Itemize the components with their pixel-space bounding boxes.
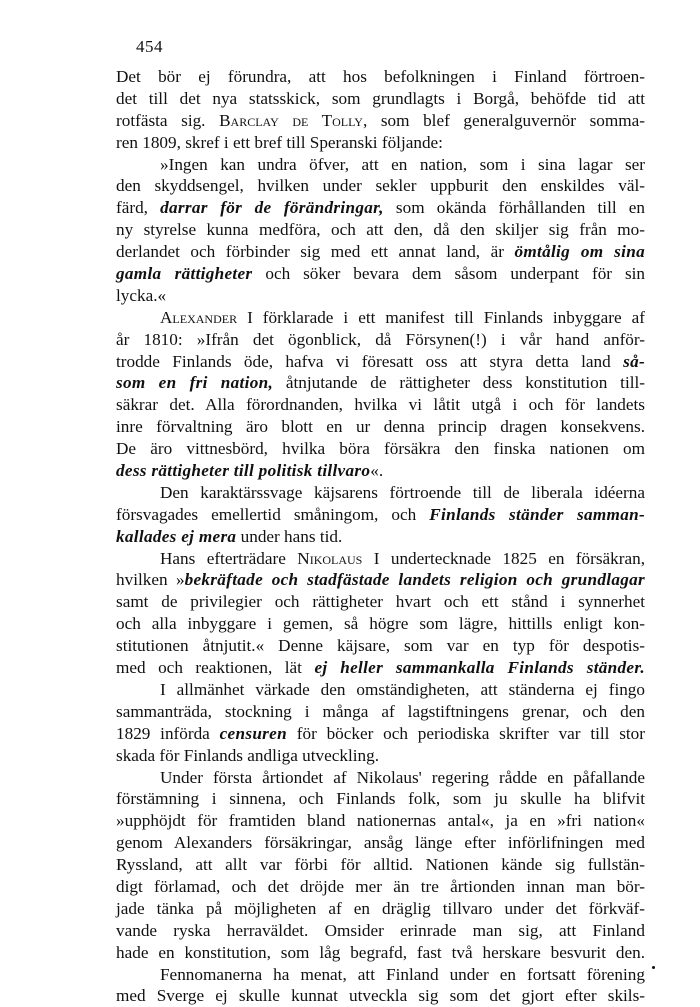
- text-run: De äro vittnesbörd, hvilka böra försäkra den finska nationen om: [116, 439, 645, 459]
- text-line: [116, 569, 645, 591]
- text-run: förstämning i sinnena, och Finlands folk, som ju skulle ha blifvit: [116, 789, 645, 809]
- text-line: [116, 526, 645, 548]
- emphasized-text: ej heller sammankalla Finlands ständer.: [314, 658, 645, 678]
- text-run: I allmänhet värkade den omständigheten, att ständerna ej fingo: [160, 679, 645, 699]
- emphasized-text: som en fri nation,: [116, 373, 274, 393]
- text-line: [116, 613, 645, 635]
- text-line: [116, 788, 645, 810]
- text-line: [116, 154, 645, 176]
- text-line: [116, 723, 645, 745]
- text-line: [116, 88, 645, 110]
- text-run: åtnjutande de rättigheter dess konstitution till-: [273, 373, 645, 393]
- text-line: [116, 876, 645, 898]
- text-run: samt de privilegier och rättigheter hvart och ett stånd i synnerhet: [116, 592, 645, 612]
- emphasized-text: kallades ej mera: [116, 526, 237, 546]
- text-line: [116, 175, 645, 197]
- text-run: vande ryska herraväldet. Omsider erinrade man sig, att Finland: [116, 920, 645, 940]
- text-line: [116, 548, 645, 570]
- text-run: genom Alexanders försäkringar, ansåg länge efter införlifningen med: [116, 833, 645, 853]
- text-run: den skyddsengel, hvilken under sekler uppburit den enskildes väl-: [116, 176, 645, 196]
- text-run: och söker bevara dem såsom underpant för sin: [252, 264, 645, 284]
- emphasized-text: så-: [623, 351, 645, 371]
- text-line: [116, 964, 645, 986]
- text-run: Under första årtiondet af Nikolaus' regering rådde en påfallande: [160, 767, 645, 787]
- text-line: [116, 482, 645, 504]
- text-line: [116, 394, 645, 416]
- text-line: [116, 810, 645, 832]
- text-line: [116, 745, 645, 767]
- text-run: försvagades emellertid småningom, och: [116, 504, 430, 524]
- text-line: [116, 263, 645, 285]
- text-line: [116, 416, 645, 438]
- text-run: under hans tid.: [236, 526, 343, 546]
- emphasized-text: bekräftade och stadfästade landets religion och grundlagar: [184, 570, 645, 590]
- text-line: [116, 241, 645, 263]
- text-run: digt förlamad, och det dröjde mer än tre årtionden innan man bör-: [116, 876, 645, 896]
- text-line: [116, 701, 645, 723]
- text-line: [116, 942, 645, 964]
- text-line: [116, 767, 645, 789]
- text-run: »upphöjdt för framtiden bland nationernas antal«, ja en »fri nation«: [116, 811, 645, 831]
- text-run: ren 1809, skref i ett bref till Speranski följande:: [116, 132, 443, 152]
- text-run: «.: [370, 461, 384, 481]
- text-line: [116, 920, 645, 942]
- text-line: [116, 307, 645, 329]
- emphasized-text: gamla rättigheter: [116, 264, 253, 284]
- text-run: lycka.«: [116, 285, 167, 305]
- text-line: [116, 329, 645, 351]
- body-text: [116, 66, 645, 1007]
- text-line: [116, 832, 645, 854]
- text-run: för böcker och periodiska skrifter var till stor: [286, 723, 645, 743]
- text-run: hvilken »: [116, 570, 185, 590]
- text-run: Det bör ej förundra, att hos befolkningen i Finland förtroen-: [116, 67, 645, 86]
- scan-speck: [652, 966, 655, 969]
- emphasized-text: censuren: [219, 723, 287, 743]
- small-caps-name: Barclay de Tolly: [219, 110, 363, 130]
- text-line: [116, 372, 645, 394]
- text-run: stitutionen åtnjutit.« Denne käjsare, som var en typ för despotis-: [116, 636, 645, 656]
- small-caps-name: Alexander: [160, 307, 238, 327]
- text-run: Den karaktärssvage käjsarens förtroende till de liberala idéerna: [160, 482, 645, 502]
- text-run: säkrar det. Alla förordnanden, hvilka vi låtit utgå i och för landets: [116, 395, 645, 415]
- text-line: [116, 591, 645, 613]
- text-line: [116, 460, 645, 482]
- text-line: [116, 66, 645, 88]
- text-line: [116, 635, 645, 657]
- text-line: [116, 285, 645, 307]
- text-line: [116, 132, 645, 154]
- text-line: [116, 219, 645, 241]
- text-run: ny styrelse kunna medföra, och att den, då den skiljer sig från mo-: [116, 220, 645, 240]
- text-run: , som blef generalguvernör somma-: [362, 110, 645, 130]
- text-run: färd,: [116, 198, 161, 218]
- page-number: 454: [136, 37, 163, 56]
- text-run: skada för Finlands andliga utveckling.: [116, 745, 380, 765]
- text-line: [116, 351, 645, 373]
- text-line: [116, 504, 645, 526]
- text-run: trodde Finlands öde, hafva vi föresatt oss att styra detta land: [116, 351, 624, 371]
- text-run: och alla inbyggare i gemen, så högre som lägre, hittills enligt kon-: [116, 614, 645, 634]
- small-caps-name: Nikolaus: [297, 548, 363, 568]
- text-line: [116, 985, 645, 1007]
- text-run: Hans efterträdare: [160, 548, 298, 568]
- text-line: [116, 657, 645, 679]
- text-line: [116, 854, 645, 876]
- text-run: I förklarade i ett manifest till Finlands inbyggare af: [237, 307, 645, 327]
- text-line: [116, 197, 645, 219]
- text-run: »Ingen kan undra öfver, att en nation, som i sina lagar ser: [160, 154, 645, 174]
- text-run: med Sverge ej skulle kunnat utveckla sig som det gjort efter skils-: [116, 986, 645, 1006]
- text-line: [116, 898, 645, 920]
- text-run: hade en konstitution, som låg begrafd, fast två herskare besvurit den.: [116, 942, 645, 962]
- text-run: rotfästa sig.: [116, 110, 220, 130]
- text-run: I undertecknade 1825 en försäkran,: [362, 548, 645, 568]
- text-line: [116, 438, 645, 460]
- emphasized-text: dess rättigheter till politisk tillvaro: [116, 461, 371, 481]
- text-run: som okända förhållanden till en: [383, 198, 645, 218]
- text-run: Fennomanerna ha menat, att Finland under en fortsatt förening: [160, 964, 645, 984]
- text-run: Ryssland, att allt var förbi för alltid. Nationen kände sig fullstän-: [116, 855, 645, 875]
- text-run: inre förvaltning äro blott en ur denna princip dragen konsekvens.: [116, 417, 645, 437]
- text-run: 1829 införda: [116, 723, 220, 743]
- emphasized-text: ömtålig om sina: [514, 242, 645, 262]
- text-run: jade tänka på möjligheten af en dräglig tillvaro under det förkväf-: [116, 898, 645, 918]
- text-run: sammanträda, stockning i många af lagstiftningens grenar, och den: [116, 701, 645, 721]
- text-run: med och reaktionen, lät: [116, 658, 315, 678]
- text-run: det till det nya statsskick, som grundlagts i Borgå, behöfde tid att: [116, 88, 645, 108]
- text-run: år 1810: »Ifrån det ögonblick, då Försynen(!) i vår hand anför-: [116, 329, 645, 349]
- emphasized-text: Finlands ständer samman-: [429, 504, 645, 524]
- text-line: [116, 110, 645, 132]
- text-line: [116, 679, 645, 701]
- emphasized-text: darrar för de förändringar,: [160, 198, 384, 218]
- text-run: derlandet och förbinder sig med ett annat land, är: [116, 242, 515, 262]
